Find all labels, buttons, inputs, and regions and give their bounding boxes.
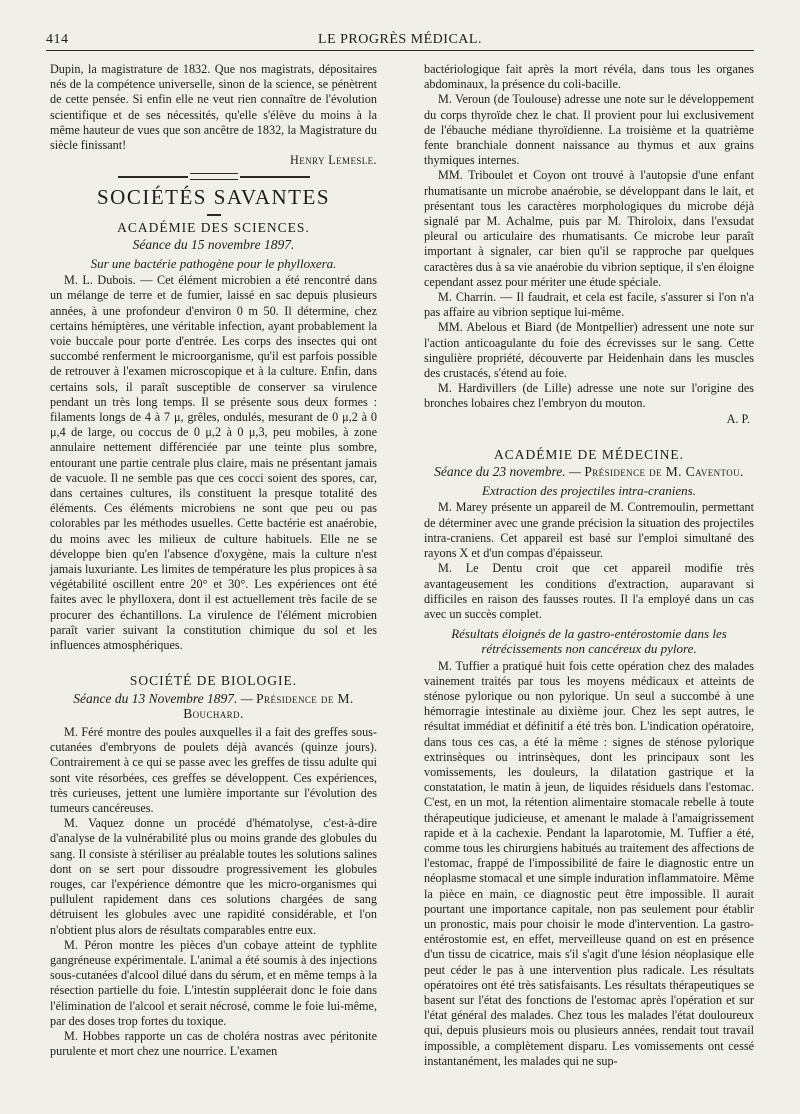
right-column [424,62,754,1069]
report-initials: A. P. [726,411,750,426]
fere-paragraph: M. Féré montre des poules auxquelles il a fait des greffes sous-cutanées d'embryons de poulets déjà avancés (quinze jours). Contrairement à ce qui se passe avec les greffes de tissu adulte qui sont vite résorbées, ces greffes se développent. Ces expériences, très curieuses, jettent une lumière importante sur l'évolution des tumeurs cancéreuses. [50,724,377,815]
marey-paragraph: M. Marey présente un appareil de M. Contremoulin, permettant de déterminer avec une grande précision la situation des projectiles intra-craniens. Cet appareil est basé sur l'emploi simultané des rayons X et d'un compas d'épaisseur. [424,500,754,561]
topic-gastro-enterostomie: Résultats éloignés de la gastro-entérostomie dans les rétrécissements non cancéreux du pylore. [451,626,727,657]
ledentu-paragraph: M. Le Dentu croit que cet appareil modifie très avantageusement les conditions d'extraction, auparavant si difficiles en raison des fausses routes. Il l'a employé dans un cas avec un succès complet. [424,561,754,621]
academie-sciences-heading: ACADÉMIE DES SCIENCES. [117,219,310,235]
intro-paragraph: Dupin, la magistrature de 1832. Que nos magistrats, dépositaires nés de la compétence universelle, sinon de la science, se pénètrent de cette pensée. Si enfin elle ne veut rien connaître de l'évolution scientifique et de ses nécessités, qu'elle s'élève du moins à la même hauteur de vues que son ancêtre de 1832, la Magistrature du siècle finissant! [50,62,377,153]
academie-sciences-seance: Séance du 15 novembre 1897. [132,236,295,252]
abelous-paragraph: MM. Abelous et Biard (de Montpellier) adressent une note sur l'action anticoagulante du foie des écrevisses sur le sang. Cette singulière propriété, découverte par Heidenhain dans les muscles des crustacés, s'étend au foie. [424,320,754,381]
continuation-paragraph: bactériologique fait après la mort révéla, dans tous les organes abdominaux, la présence du coli-bacille. [424,62,754,92]
seance-date: Séance du 23 novembre. — [434,464,581,480]
academie-medecine-heading: ACADÉMIE DE MÉDECINE. [493,446,685,462]
presidence: Présidence de M. Bouchard. [183,690,354,721]
topic-projectiles: Extraction des projectiles intra-craniens. [482,483,696,499]
hardivillers-paragraph: M. Hardivillers (de Lille) adresse une note sur l'origine des bronches lobaires chez l'embryon du mouton. [424,381,754,411]
ornamental-rule [50,173,377,180]
seance-date: Séance du 13 Novembre 1897. — [73,690,253,706]
charrin-paragraph: M. Charrin. — Il faudrait, et cela est facile, s'assurer si l'on n'a pas affaire au vibrion septique lui-même. [424,290,754,320]
triboulet-paragraph: MM. Triboulet et Coyon ont trouvé à l'autopsie d'une enfant rhumatisante un microbe anaérobie, se développant dans le lait, et présentant tous les caractères morphologiques du microbe déjà signalé par M. Achalme, puis par M. Thiroloix, dans l'exsudat pleural ou articulaire des rhumatisants. Ce microbe leur paraît important à signaler, car bien qu'il se rapproche par quelques caractères dus à sa vie anaérobie du vibrion septique, il s'en éloigne cependant assez pour mériter une étude spéciale. [424,168,754,289]
hobbes-paragraph: M. Hobbes rapporte un cas de choléra nostras avec péritonite purulente et mort chez une nourrice. L'examen [50,1028,377,1059]
author-signature: Henry Lemesle. [290,153,377,168]
societe-biologie-seance [50,691,377,721]
peron-paragraph: M. Péron montre les pièces d'un cobaye atteint de typhlite gangréneuse expérimentale. L'animal a été soumis à des injections sous-cutanées d'alcool dilué dans du sérum, et en même temps à la résection partielle du foie. L'intestin suppléerait donc le foie dans l'élimination de l'alcool et serait nécrosé, comme le foie lui-même, par des doses trop fortes du toxique. [50,937,377,1028]
vaquez-paragraph: M. Vaquez donne un procédé d'hématolyse, c'est-à-dire d'analyse de la vulnérabilité plus ou moins grande des globules du sang. Il consiste à stériliser au préalable toutes les solutions salines dont on se sert pour dissoudre progressivement les globules rouges, car l'expérience démontre que les micro-organismes qui pullulent rapidement dans ces solutions chargées de sang détruisent les globules avec une rapidité considérable, et l'on n'obtient plus alors de résultats comparables entre eux. [50,816,377,937]
section-divider [207,214,221,215]
academie-medecine-seance [424,464,754,479]
dubois-paragraph: M. L. Dubois. — Cet élément microbien a été rencontré dans un mélange de terre et de fumier, laissé en sac depuis plusieurs années, à une profondeur d'environ 0 m 50. Il détermine, chez certains hémiptères, une véritable infection, ayant probablement la voie buccale pour porte d'entrée. Les corps des insectes qui ont succombé renferment le microorganisme, qu'il est parfois possible de retrouver à l'examen microscopique et à la culture. Enfin, dans certains sols, il paraît susceptible de conserver sa virulence pendant un très long temps. Il se présente sous deux formes : filaments longs de 4 à 7 μ, grêles, ondulés, mesurant de 0 μ,2 à 0 μ,4 de large, ou coccus de 0 μ,2 à 0 μ,3, peu mobiles, à zone annulaire nettement différenciée par une teinte plus sombre, entourant une partie centrale plus claire, mais ne présentant jamais de vacuole. Il ne semble pas que ces cocci soient des spores, car, dans certaines cultures, ils constituent la presque totalité des éléments. Ces éléments microbiens ne sont que peu ou pas colorables par les méthodes usuelles. Cette bactérie est anaérobie, du moins avec les milieux de culture habituels. Elle ne se développe bien qu'en l'absence d'oxygène, mais la culture n'est jamais luxuriante. Les limites de température les plus propices à sa végétabilité oscillent entre 20° et 30°. Les expériences ont été faites avec le phylloxera, dont il est actuellement très facile de se procurer des échantillons. La virulence de l'élément microbien paraît varier suivant la constitution chimique du sol et les influences atmosphériques. [50,273,377,653]
journal-title: LE PROGRÈS MÉDICAL. [318,32,482,47]
left-column [50,62,377,1059]
signature-line [50,153,377,168]
page-number: 414 [46,32,69,47]
presidence: Présidence de M. Caventou. [584,464,744,480]
tuffier-paragraph: M. Tuffier a pratiqué huit fois cette opération chez des malades vainement traités par tous les moyens médicaux et atteints de sténose pylorique ou non pylorique. Un seul a succombé à une hémorragie intestinale au dixième jour. Chez les sept autres, le résultat immédiat et définitif a été très bon. L'indication opératoire, dans tous ces cas, a été la même : signes de sténose pylorique extrinsèques ou intrinsèques, dont les principaux sont les vomissements, les douleurs, la dilatation gastrique et la constatation, le matin à jeun, de liquides résiduels dans l'estomac. C'est, en un mot, la rétention alimentaire stomacale rebelle à toute thérapeutique judicieuse, et amenant le malade à l'amaigrissement rapide et à la cachexie. Pendant la laparotomie, M. Tuffier a été, comme tous les chirurgiens habitués au traitement des affections de l'estomac, frappé de l'impossibilité de faire le diagnostic entre un néoplasme stomacal et une simple induration inflammatoire. Même la pièce en main, ce diagnostic peut être impossible. Il aurait pourtant une importance capitale, non pas seulement pour établir un pronostic, mais pour choisir le mode d'intervention. La gastro-entérostomie est, en effet, merveilleuse quand on est en présence d'un tissu de cicatrice, mais s'il s'agit d'une lésion néoplasique elle peut céder le pas à une intervention plus radicale. Les résultats opératoires ont été très satisfaisants. Les résultats thérapeutiques se basent sur l'état des fonctions de l'estomac après l'opération et sur l'état général des malades. Chez tous les malades l'état douloureux qui, depuis plusieurs mois ou plusieurs années, rendait tout travail impossible, a complètement disparu. Les vomissements ont cessé instantanément, les malades qui ne sup- [424,658,754,1068]
section-title: SOCIÉTÉS SAVANTES [96,185,331,210]
page-header [46,28,754,51]
societe-biologie-heading: SOCIÉTÉ DE BIOLOGIE. [129,673,298,689]
academie-sciences-topic: Sur une bactérie pathogène pour le phylloxera. [90,256,337,272]
veroun-paragraph: M. Veroun (de Toulouse) adresse une note sur le développement du corps thyroïde chez le chat. Il provient pour lui exclusivement de l'ébauche médiane thyroïdienne. La troisième et la quatrième fente branchiale donnent naissance au thymus et aux grains thymiques internes. [424,92,754,168]
